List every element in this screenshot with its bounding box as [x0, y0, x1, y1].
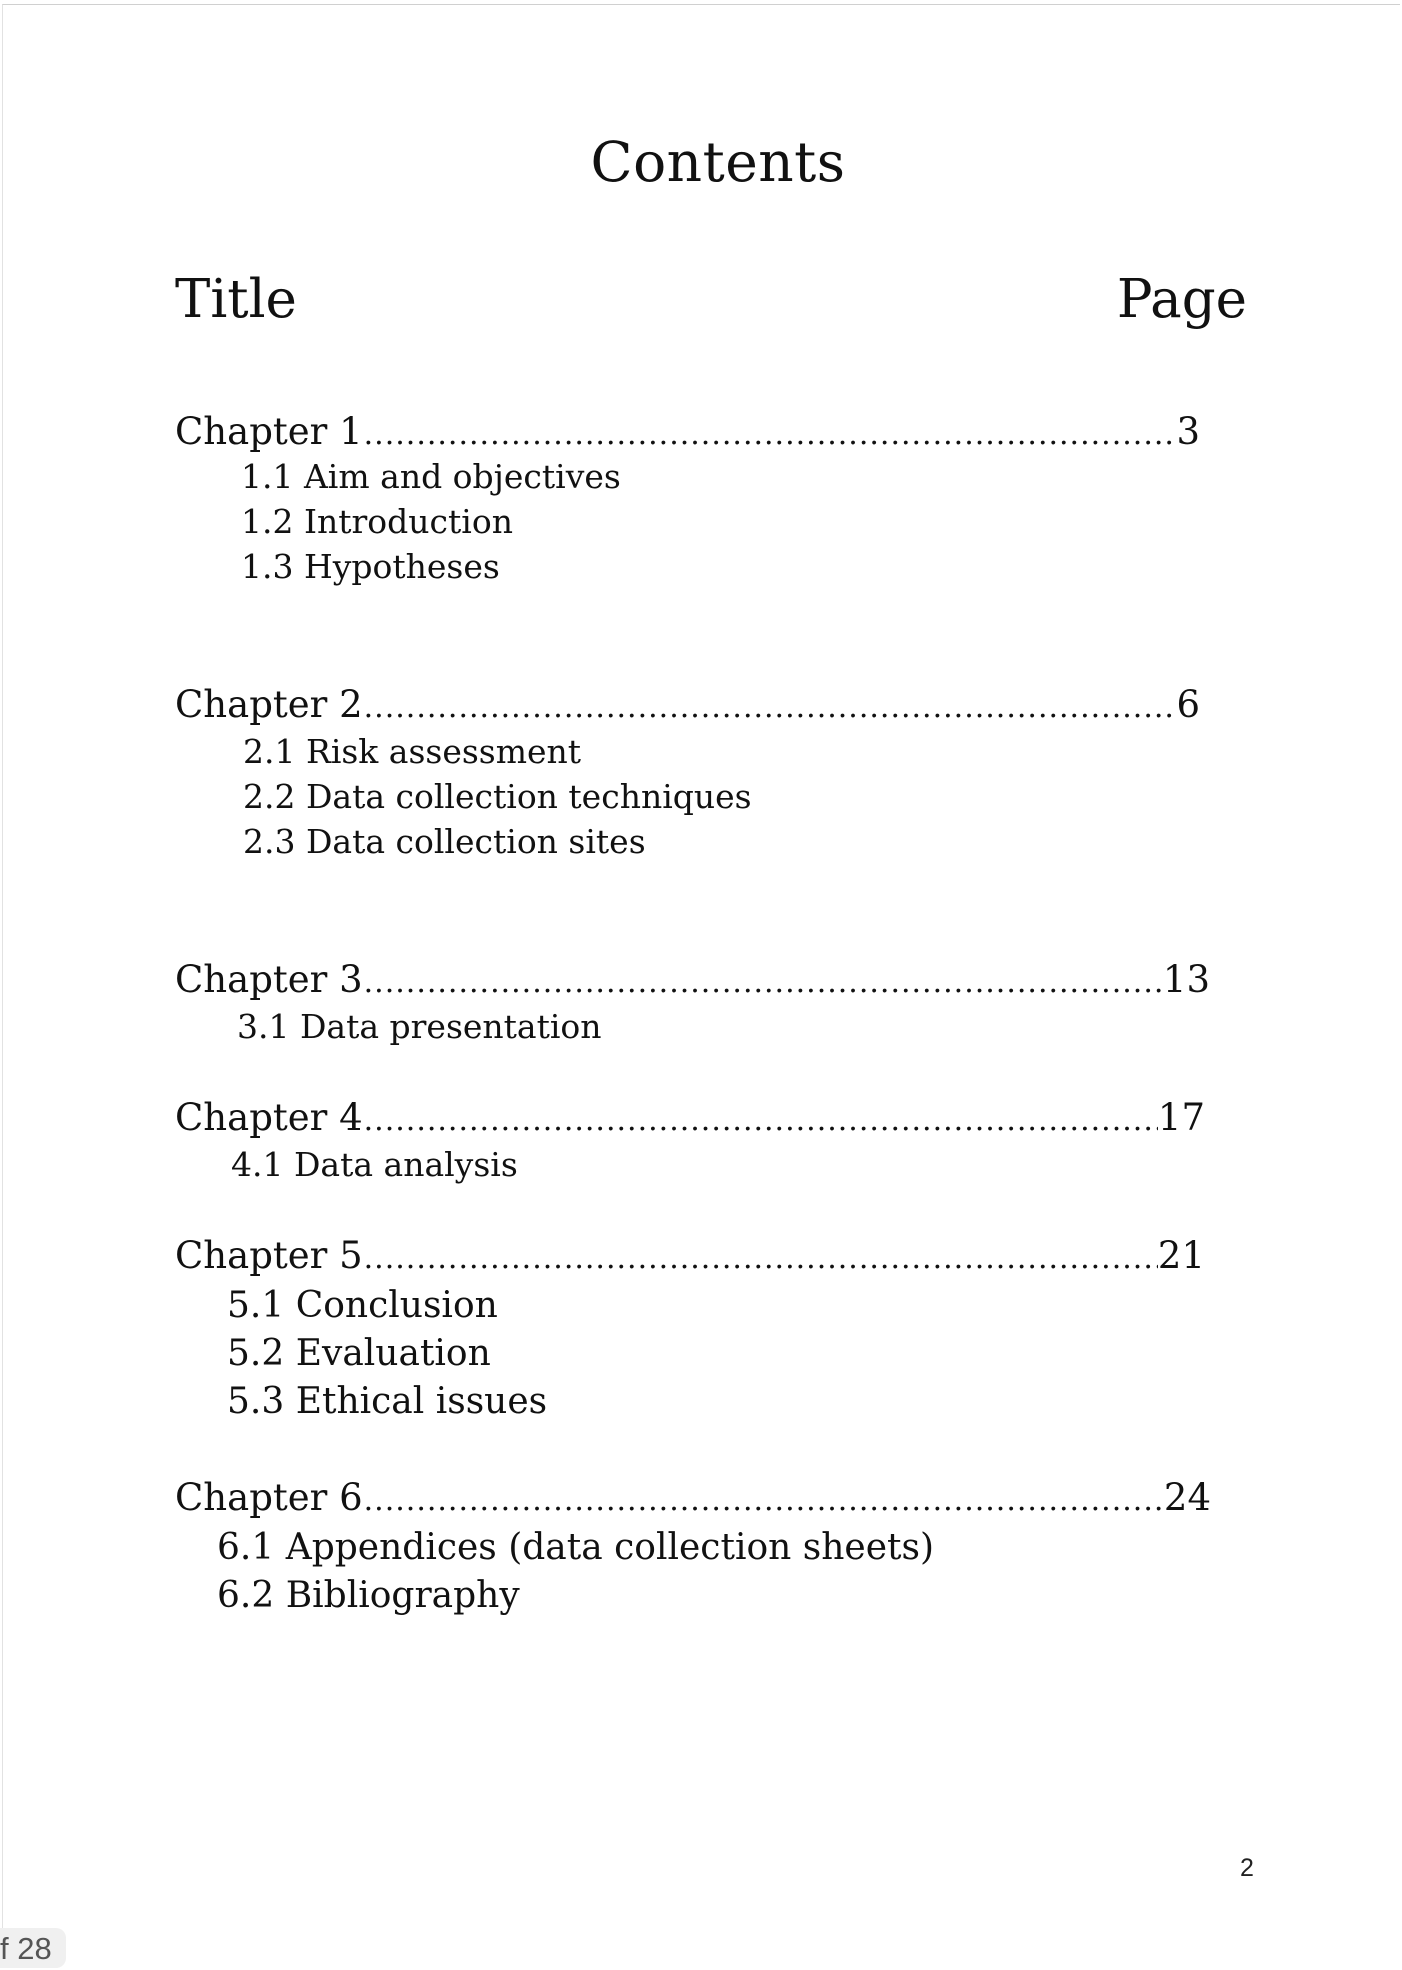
contents-heading: Contents: [590, 130, 846, 194]
section-item: 5.2 Evaluation: [227, 1333, 491, 1374]
section-item: 1.1 Aim and objectives: [241, 457, 621, 496]
toc-chapter-4: [175, 1095, 1205, 1187]
section-item: 1.3 Hypotheses: [241, 547, 500, 586]
chapter-entry: [175, 957, 1210, 1006]
section-list: [241, 454, 1200, 589]
chapter-page-number: 6: [1176, 683, 1200, 726]
chapter-entry: [175, 1233, 1205, 1282]
chapter-label: Chapter 3: [175, 958, 363, 1001]
page-count-indicator: f 28: [0, 1928, 66, 1968]
chapter-page-number: 13: [1162, 958, 1210, 1001]
section-item: 5.1 Conclusion: [227, 1285, 498, 1326]
dot-leader: [363, 1236, 1158, 1282]
chapter-page-number: 21: [1157, 1234, 1205, 1277]
dot-leader: [363, 685, 1177, 731]
chapter-label: Chapter 5: [175, 1234, 363, 1277]
toc-chapter-6: [175, 1475, 1211, 1620]
section-list: [237, 1004, 1210, 1049]
document-page: [2, 4, 1400, 1966]
section-list: [231, 1142, 1205, 1187]
toc-chapter-3: [175, 957, 1210, 1049]
chapter-label: Chapter 1: [175, 410, 363, 453]
section-item: 6.1 Appendices (data collection sheets): [217, 1527, 935, 1568]
title-column-header: Title: [175, 269, 297, 330]
chapter-label: Chapter 6: [175, 1476, 363, 1519]
section-list: [217, 1524, 1211, 1620]
chapter-entry: [175, 682, 1200, 731]
dot-leader: [363, 960, 1163, 1006]
section-item: 2.1 Risk assessment: [243, 732, 582, 771]
section-item: 2.2 Data collection techniques: [243, 777, 752, 816]
section-item: 1.2 Introduction: [241, 502, 513, 541]
chapter-page-number: 24: [1163, 1476, 1211, 1519]
toc-chapter-1: [175, 409, 1200, 589]
section-item: 5.3 Ethical issues: [227, 1381, 548, 1422]
chapter-entry: [175, 1475, 1211, 1524]
dot-leader: [363, 1098, 1158, 1144]
toc-chapter-5: [175, 1233, 1205, 1426]
dot-leader: [363, 412, 1177, 458]
chapter-entry: [175, 1095, 1205, 1144]
toc-chapter-2: [175, 682, 1200, 864]
chapter-page-number: 17: [1157, 1096, 1205, 1139]
footer-page-number: 2: [1240, 1854, 1254, 1882]
dot-leader: [363, 1478, 1164, 1524]
chapter-entry: [175, 409, 1200, 458]
chapter-label: Chapter 2: [175, 683, 363, 726]
chapter-page-number: 3: [1176, 410, 1200, 453]
chapter-label: Chapter 4: [175, 1096, 363, 1139]
section-list: [227, 1282, 1205, 1426]
section-item: 2.3 Data collection sites: [243, 822, 646, 861]
section-item: 4.1 Data analysis: [231, 1145, 518, 1184]
section-item: 6.2 Bibliography: [217, 1575, 520, 1616]
section-list: [243, 729, 1200, 864]
section-item: 3.1 Data presentation: [237, 1007, 602, 1046]
page-column-header: Page: [1116, 269, 1247, 330]
